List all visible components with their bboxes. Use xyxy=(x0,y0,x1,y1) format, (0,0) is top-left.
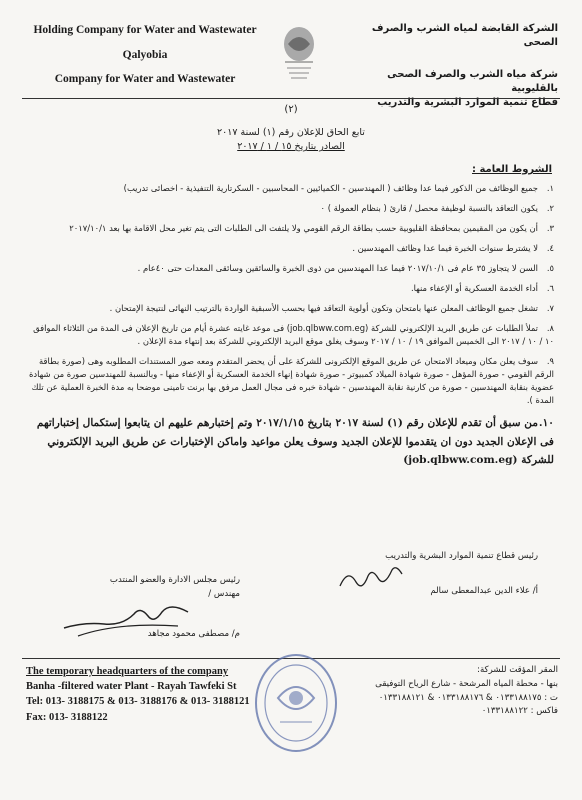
header-en-line2: Qalyobia xyxy=(122,48,168,61)
condition-number: ٧. xyxy=(546,303,554,314)
condition-item xyxy=(22,322,554,348)
signature-prefix: مهندس / xyxy=(208,588,240,599)
condition-number: ٨. xyxy=(546,323,554,334)
header-ar-line1: الشركة القابضة لمياه الشرب والصرف الصحى xyxy=(371,23,558,48)
header-en-line3: Company for Water and Wastewater xyxy=(54,73,236,86)
condition-number: ٦. xyxy=(546,283,554,294)
signature-name: م/ مصطفى محمود مجاهد xyxy=(147,628,240,639)
header-ar-line2: شركة مياه الشرب والصرف الصحى بالقليوبية xyxy=(387,69,558,94)
footer-ar-heading: المقر المؤقت للشركة: xyxy=(477,665,558,675)
footer-ar-phone: ت : ٠١٣٣١٨٨١٧٥ & ٠١٣٣١٨٨١٧٦ & ٠١٣٣١٨٨١٢١ xyxy=(378,692,558,703)
title-line2: الصادر بتاريخ ١٥ / ١ / ٢٠١٧ xyxy=(237,141,345,153)
condition-number: ٣. xyxy=(546,223,554,234)
condition-item xyxy=(22,182,554,195)
condition-number: ٥. xyxy=(546,263,554,274)
conditions-list xyxy=(22,182,554,477)
condition-text: تشغل جميع الوظائف المعلن عنها بامتحان وتكون أولوية التعاقد فيها بحسب الأسبقية الواردة بالترتيب النهائى لنتيجة الإمتحان . xyxy=(109,303,538,314)
signature-title: رئيس مجلس الادارة والعضو المنتدب xyxy=(109,575,240,585)
footer-en-fax: Fax: 013- 3188122 xyxy=(26,711,108,723)
condition-text: تملأ الطلبات عن طريق البريد الإلكتروني للشركة (job.qlbww.com.eg) فى موعد غايته عشرة أيام من تاريخ الإعلان فى المدة من الثلاثاء الموافق ١٠ / ١٠ / ٢٠١٧ الى الخميس الموافق ١٩ / ١٠ / ٢٠١٧ وسوف يغلق موقع البريد الإلكتروني للشركة بعد إنتهاء مدة الإعلان . xyxy=(33,323,554,347)
condition-text: جميع الوظائف من الذكور فيما عدا وظائف ( المهندسين - الكميائيين - المحاسبين - السكرتارية التنفيذية - اخصائى تدريب) xyxy=(123,183,538,193)
condition-text: لا يشترط سنوات الخبرة فيما عدا وظائف المهندسين . xyxy=(352,243,538,254)
header-ar-line3: قطاع تنمية الموارد البشرية والتدريب xyxy=(377,97,558,108)
condition-number: ٢. xyxy=(546,203,554,214)
condition-item xyxy=(22,282,554,295)
company-logo xyxy=(276,22,322,84)
handwritten-signature xyxy=(336,566,406,594)
condition-text: من سبق أن تقدم للإعلان رقم (١) لسنة ٢٠١٧ بتاريخ ٢٠١٧/١/١٥ وتم إختبارهم عليهم ان يتابعوا إستكمال إختباراتهم فى الإعلان الجديد دون ان يتقدموا للإعلان الجديد وسوف يعلن مواعيد واماكن الإختبارات عن طريق البريد الإلكتروني للشركة (job.qlbww.com.eg) xyxy=(36,417,554,467)
condition-item xyxy=(22,414,554,470)
condition-item xyxy=(22,222,554,235)
condition-item xyxy=(22,355,554,407)
signature-block-hr xyxy=(298,550,538,598)
footer-en-address: Banha -filtered water Plant - Rayah Tawfeki St xyxy=(26,681,237,693)
footer-ar-address: بنها - محطة المياه المرشحة - شارع الرياح التوفيقى xyxy=(375,678,558,689)
handwritten-signature xyxy=(58,598,198,642)
condition-number: ١. xyxy=(546,183,554,193)
condition-text: أداء الخدمة العسكرية أو الإعفاء منها. xyxy=(410,283,538,294)
condition-item xyxy=(22,262,554,275)
footer-en-phone: Tel: 013- 3188175 & 013- 3188176 & 013- 3188121 xyxy=(26,696,250,708)
condition-text: يكون التعاقد بالنسبة لوظيفة محصل / قارئ ( بنظام العمولة ) ٠ xyxy=(320,203,538,214)
condition-item xyxy=(22,202,554,215)
condition-number: ٩. xyxy=(546,356,554,367)
section-title: الشروط العامة : xyxy=(472,164,552,175)
condition-text: أن يكون من المقيمين بمحافظة القليوبية حسب بطاقة الرقم القومي ولا يلتفت الى الطلبات التى يتم تغير محل الاقامة بها بعد ٢٠١٧/١٠/١ xyxy=(69,223,538,234)
footer-english xyxy=(26,664,286,725)
footer-ar-fax: فاكس : ٠١٣٣١٨٨١٢٢ xyxy=(481,706,558,717)
condition-item xyxy=(22,242,554,255)
title-line1: تابع الحاق للإعلان رقم (١) لسنة ٢٠١٧ xyxy=(217,127,365,138)
footer-en-heading: The temporary headquarters of the company xyxy=(26,666,229,677)
header-english xyxy=(30,24,260,98)
condition-number: ١٠. xyxy=(538,417,554,430)
condition-item xyxy=(22,302,554,315)
signature-name: أ/ علاء الدين عبدالمعطى سالم xyxy=(430,585,538,596)
condition-text: السن لا يتجاوز ٣٥ عام فى ٢٠١٧/١٠/١ فيما عدا المهندسين من ذوى الخبرة والسائقين وسائقى المعدات حتى ٤٠عام . xyxy=(137,263,538,274)
condition-number: ٤. xyxy=(546,243,554,254)
header-arabic xyxy=(343,22,558,110)
document-title xyxy=(0,126,582,155)
condition-text: سوف يعلن مكان وميعاد الامتحان عن طريق الموقع الإلكترونى للشركة على أن يحضر المتقدم ومعه صور المستندات المطلوبه وهى (صورة بطاقة الرقم القومي - صورة المؤهل - صورة شهادة الميلاد كمبيوتر - صورة شهادة إنهاء الخدمة العسكرية أو الإعفاء منها - وبالنسبة للمهندسين صورة من شهادة عضوية بنقابة المهندسين - صورة من كارنية نقابة المهندسين - شهادة خبره فى مجال العمل مرفق بها برنت تامينى موضحا به مدة الخبرة العملية عن تلك المدة ). xyxy=(29,356,554,406)
header-en-line1: Holding Company for Water and Wastewater xyxy=(33,24,257,36)
header-divider xyxy=(22,98,560,99)
signature-title: رئيس قطاع تنمية الموارد البشرية والتدريب xyxy=(385,551,538,561)
page-number: (٢) xyxy=(284,104,298,115)
footer-arabic xyxy=(318,664,558,719)
